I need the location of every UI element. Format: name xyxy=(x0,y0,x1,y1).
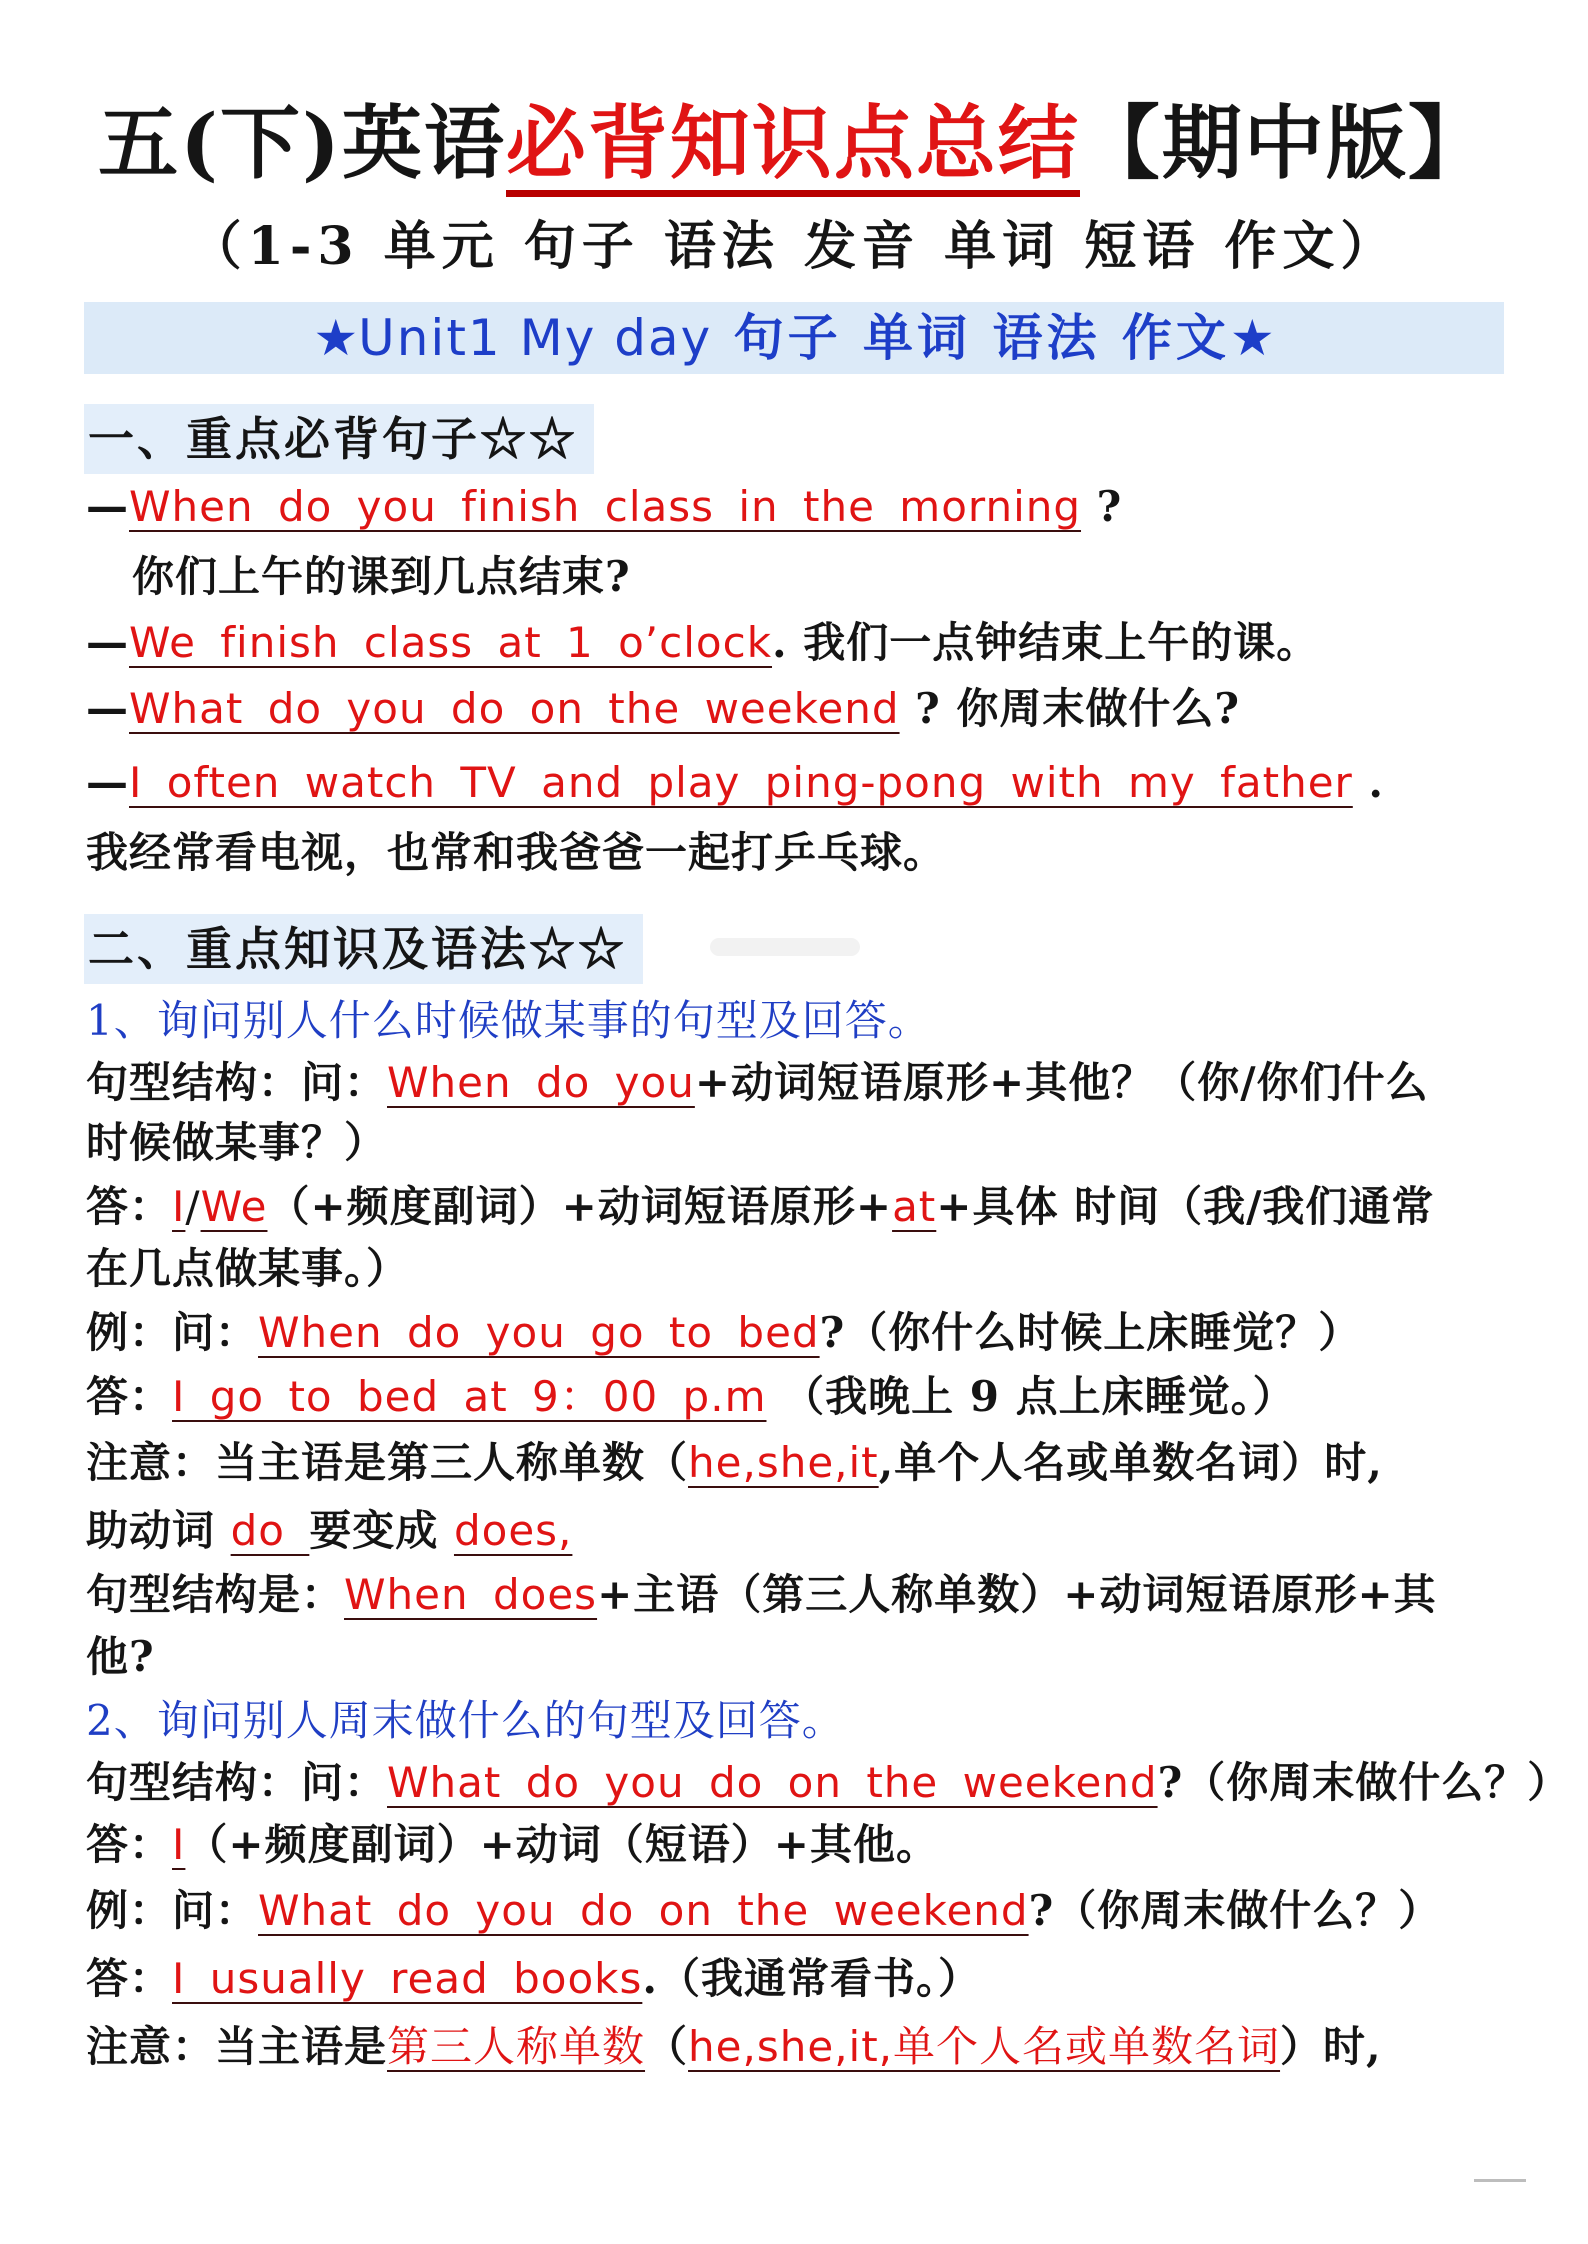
example-english: What do you do on the weekend xyxy=(258,1886,1029,1935)
note-pronouns: he,she,it,单个人名或单数名词 xyxy=(688,2022,1281,2071)
section-heading-sentences: 一、重点必背句子☆☆ xyxy=(84,404,594,474)
unit-title: Unit1 My day xyxy=(358,309,713,367)
star-icon: ★ xyxy=(1229,309,1275,367)
example-english: When do you go to bed xyxy=(258,1308,820,1357)
point-1-note-cont xyxy=(86,1500,572,1562)
structure2-rest: +主语（第三人称单数）+动词短语原形+其 xyxy=(597,1570,1437,1619)
scan-smudge xyxy=(710,938,860,956)
point-1-example-question xyxy=(86,1302,1361,1364)
note-open: （ xyxy=(645,2022,689,2071)
point-1-structure-2 xyxy=(86,1564,1437,1626)
page-subtitle: （1-3 单元 句子 语法 发音 单词 短语 作文） xyxy=(189,216,1399,277)
note-label: 注意：当主语是 xyxy=(86,2022,388,2071)
sentence-1 xyxy=(86,476,1122,538)
point-1-example-answer xyxy=(86,1366,1296,1428)
note-rest: ,单个人名或单数名词）时, xyxy=(878,1438,1383,1487)
structure-english: What do you do on the weekend xyxy=(387,1758,1158,1807)
slash: / xyxy=(185,1182,201,1231)
point-2-example-answer xyxy=(86,1948,981,2010)
star-icon: ★ xyxy=(313,309,359,367)
answer-we: We xyxy=(200,1182,268,1231)
point-2-note xyxy=(86,2016,1382,2078)
example-answer-english: I usually read books xyxy=(172,1954,643,2003)
page-title xyxy=(0,88,1588,198)
page-corner-mark xyxy=(1474,2179,1526,2182)
answer-i: I xyxy=(172,1182,186,1231)
structure2-label: 句型结构是： xyxy=(86,1570,345,1619)
note2-mid: 要变成 xyxy=(309,1506,454,1555)
point-1-note xyxy=(86,1432,1383,1494)
sentence-2 xyxy=(86,612,1319,674)
sentence-3-chinese: ? 你周末做什么? xyxy=(899,684,1241,733)
answer-rest: +具体 时间（我/我们通常 xyxy=(936,1182,1435,1231)
unit-topics: 句子 单词 语法 作文 xyxy=(712,308,1230,367)
point-1-answer-cont: 在几点做某事。） xyxy=(86,1244,410,1293)
example-label: 例：问： xyxy=(86,1886,259,1935)
sentence-4 xyxy=(86,752,1384,814)
point-1-answer xyxy=(86,1176,1434,1238)
example-answer-english: I go to bed at 9：00 p.m xyxy=(172,1372,767,1421)
note-pronouns: he,she,it xyxy=(688,1438,879,1487)
answer-rest: （+频度副词）+动词（短语）+其他。 xyxy=(185,1820,939,1869)
point-1-structure xyxy=(86,1052,1429,1114)
point-1-title: 1、询问别人什么时候做某事的句型及回答。 xyxy=(86,996,931,1045)
sentence-3 xyxy=(86,678,1240,740)
example-answer-chinese: .（我通常看书。） xyxy=(642,1954,981,2003)
point-2-example-question xyxy=(86,1880,1441,1942)
answer-label: 答： xyxy=(86,1182,173,1231)
sentence-4-end: . xyxy=(1352,758,1385,807)
example-label: 例：问： xyxy=(86,1308,259,1357)
sentence-2-chinese: . 我们一点钟结束上午的课。 xyxy=(772,618,1320,667)
note2-label: 助动词 xyxy=(86,1506,231,1555)
note-close: ）时, xyxy=(1280,2022,1382,2071)
note2-does: does, xyxy=(453,1506,573,1555)
note2-do: do xyxy=(230,1506,310,1555)
point-1-structure-cont: 时候做某事？） xyxy=(86,1118,388,1167)
dash: — xyxy=(86,758,129,807)
example-chinese: ?（你周末做什么？） xyxy=(1028,1886,1442,1935)
title-highlight: 必背知识点总结 xyxy=(506,96,1080,197)
point-2-answer xyxy=(86,1814,939,1876)
dash: — xyxy=(86,684,129,733)
sentence-1-end: ? xyxy=(1081,482,1123,531)
note-label: 注意：当主语是第三人称单数（ xyxy=(86,1438,689,1487)
structure-rest: +动词短语原形+其他？（你/你们什么 xyxy=(694,1058,1429,1107)
unit-banner xyxy=(84,302,1504,374)
dash: — xyxy=(86,482,129,531)
note-third-person: 第三人称单数 xyxy=(387,2022,646,2071)
example-chinese: ?（你什么时候上床睡觉？） xyxy=(819,1308,1362,1357)
answer-mid: （+频度副词）+动词短语原形+ xyxy=(267,1182,893,1231)
point-2-structure xyxy=(86,1752,1570,1814)
section-heading-grammar: 二、重点知识及语法☆☆ xyxy=(84,914,643,984)
sentence-4-chinese: 我经常看电视，也常和我爸爸一起打乒乓球。 xyxy=(86,828,947,877)
structure2-english: When does xyxy=(344,1570,598,1619)
structure-label: 句型结构：问： xyxy=(86,1758,388,1807)
structure-english: When do you xyxy=(387,1058,695,1107)
example-answer-chinese: （我晚上 9 点上床睡觉。） xyxy=(766,1372,1296,1421)
sentence-4-english: I often watch TV and play ping-pong with my father xyxy=(129,758,1353,807)
title-prefix: 五(下)英语 xyxy=(98,96,506,190)
title-edition: 【期中版】 xyxy=(1079,96,1490,190)
structure-chinese: ?（你周末做什么？） xyxy=(1157,1758,1571,1807)
sentence-2-english: We finish class at 1 o’clock xyxy=(129,618,773,667)
structure-label: 句型结构：问： xyxy=(86,1058,388,1107)
example-answer-label: 答： xyxy=(86,1372,173,1421)
sentence-1-chinese: 你们上午的课到几点结束? xyxy=(132,552,631,601)
answer-label: 答： xyxy=(86,1820,173,1869)
answer-i: I xyxy=(172,1820,186,1869)
point-1-structure-2-cont: 他? xyxy=(86,1632,155,1681)
answer-at: at xyxy=(892,1182,937,1231)
dash: — xyxy=(86,618,129,667)
sentence-3-english: What do you do on the weekend xyxy=(129,684,900,733)
point-2-title: 2、询问别人周末做什么的句型及回答。 xyxy=(86,1696,845,1745)
example-answer-label: 答： xyxy=(86,1954,173,2003)
sentence-1-english: When do you finish class in the morning xyxy=(129,482,1082,531)
